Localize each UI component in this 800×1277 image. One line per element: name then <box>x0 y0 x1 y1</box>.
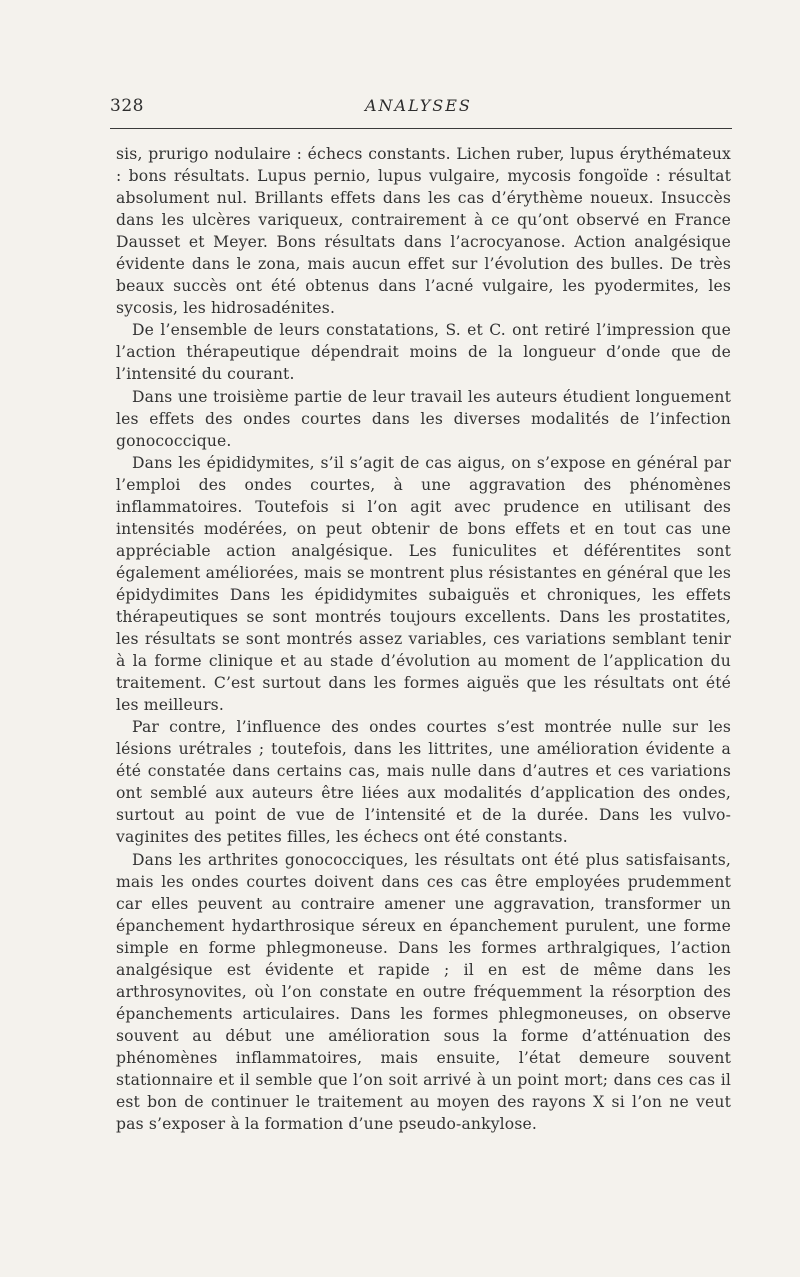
header-rule <box>110 128 732 129</box>
paragraph: sis, prurigo nodulaire : échecs constants. Lichen ruber, lupus érythémateux : bons résultats. Lupus pernio, lupus vulgaire, mycosis fongoïde : résultat absolument nul. Brillants effets dans les cas d’érythème noueux. Insuccès dans les ulcères variqueux, contrairement à ce qu’ont observé en France Dausset et Meyer. Bons résultats dans l’acrocyanose. Action analgésique évidente dans le zona, mais aucun effet sur l’évolution des bulles. De très beaux succès ont été obtenus dans l’acné vulgaire, les pyodermites, les sycosis, les hidrosadénites. <box>116 145 731 318</box>
page-number: 328 <box>110 96 144 116</box>
paragraph: Dans une troisième partie de leur travail les auteurs étudient longuement les effets des ondes courtes dans les diverses modalités de l’infection gonococcique. <box>116 387 731 450</box>
page-header <box>110 96 732 126</box>
paragraph: De l’ensemble de leurs constatations, S. et C. ont retiré l’impression que l’action thérapeutique dépendrait moins de la longueur d’onde que de l’intensité du courant. <box>116 321 731 384</box>
body-text <box>116 143 731 1134</box>
paragraph: Dans les arthrites gonococciques, les résultats ont été plus satisfaisants, mais les ondes courtes doivent dans ces cas être employées prudemment car elles peuvent au contraire amener une aggravation, transformer un épanchement hydarthrosique séreux en épanchement purulent, une forme simple en forme phlegmoneuse. Dans les formes arthralgiques, l’action analgésique est évidente et rapide ; il en est de même dans les arthrosynovites, où l’on constate en outre fréquemment la résorption des épanchements articulaires. Dans les formes phlegmoneuses, on observe souvent au début une amélioration sous la forme d’atténuation des phénomènes inflammatoires, mais ensuite, l’état demeure souvent stationnaire et il semble que l’on soit arrivé à un point mort; dans ces cas il est bon de continuer le traitement au moyen des rayons X si l’on ne veut pas s’exposer à la formation d’une pseudo-ankylose. <box>116 850 731 1134</box>
paragraph: Par contre, l’influence des ondes courtes s’est montrée nulle sur les lésions urétrales ; toutefois, dans les littrites, une amélioration évidente a été constatée dans certains cas, mais nulle dans d’autres et ces variations ont semblé aux auteurs être liées aux modalités d’application des ondes, surtout au point de vue de l’intensité et de la durée. Dans les vulvo-vaginites des petites filles, les échecs ont été constants. <box>116 718 731 847</box>
paragraph: Dans les épididymites, s’il s’agit de cas aigus, on s’expose en général par l’emploi des ondes courtes, à une aggravation des phénomènes inflammatoires. Toutefois si l’on agit avec prudence en utilisant des intensités modérées, on peut obtenir de bons effets et en tout cas une appréciable action analgésique. Les funiculites et déférentites sont également améliorées, mais se montrent plus résistantes en général que les épidydimites Dans les épididymites subaiguës et chroniques, les effets thérapeutiques se sont montrés toujours excellents. Dans les prostatites, les résultats se sont montrés assez variables, ces variations semblant tenir à la forme clinique et au stade d’évolution au moment de l’application du traitement. C’est surtout dans les formes aiguës que les résultats ont été les meilleurs. <box>116 453 731 715</box>
running-title: ANALYSES <box>365 96 472 115</box>
